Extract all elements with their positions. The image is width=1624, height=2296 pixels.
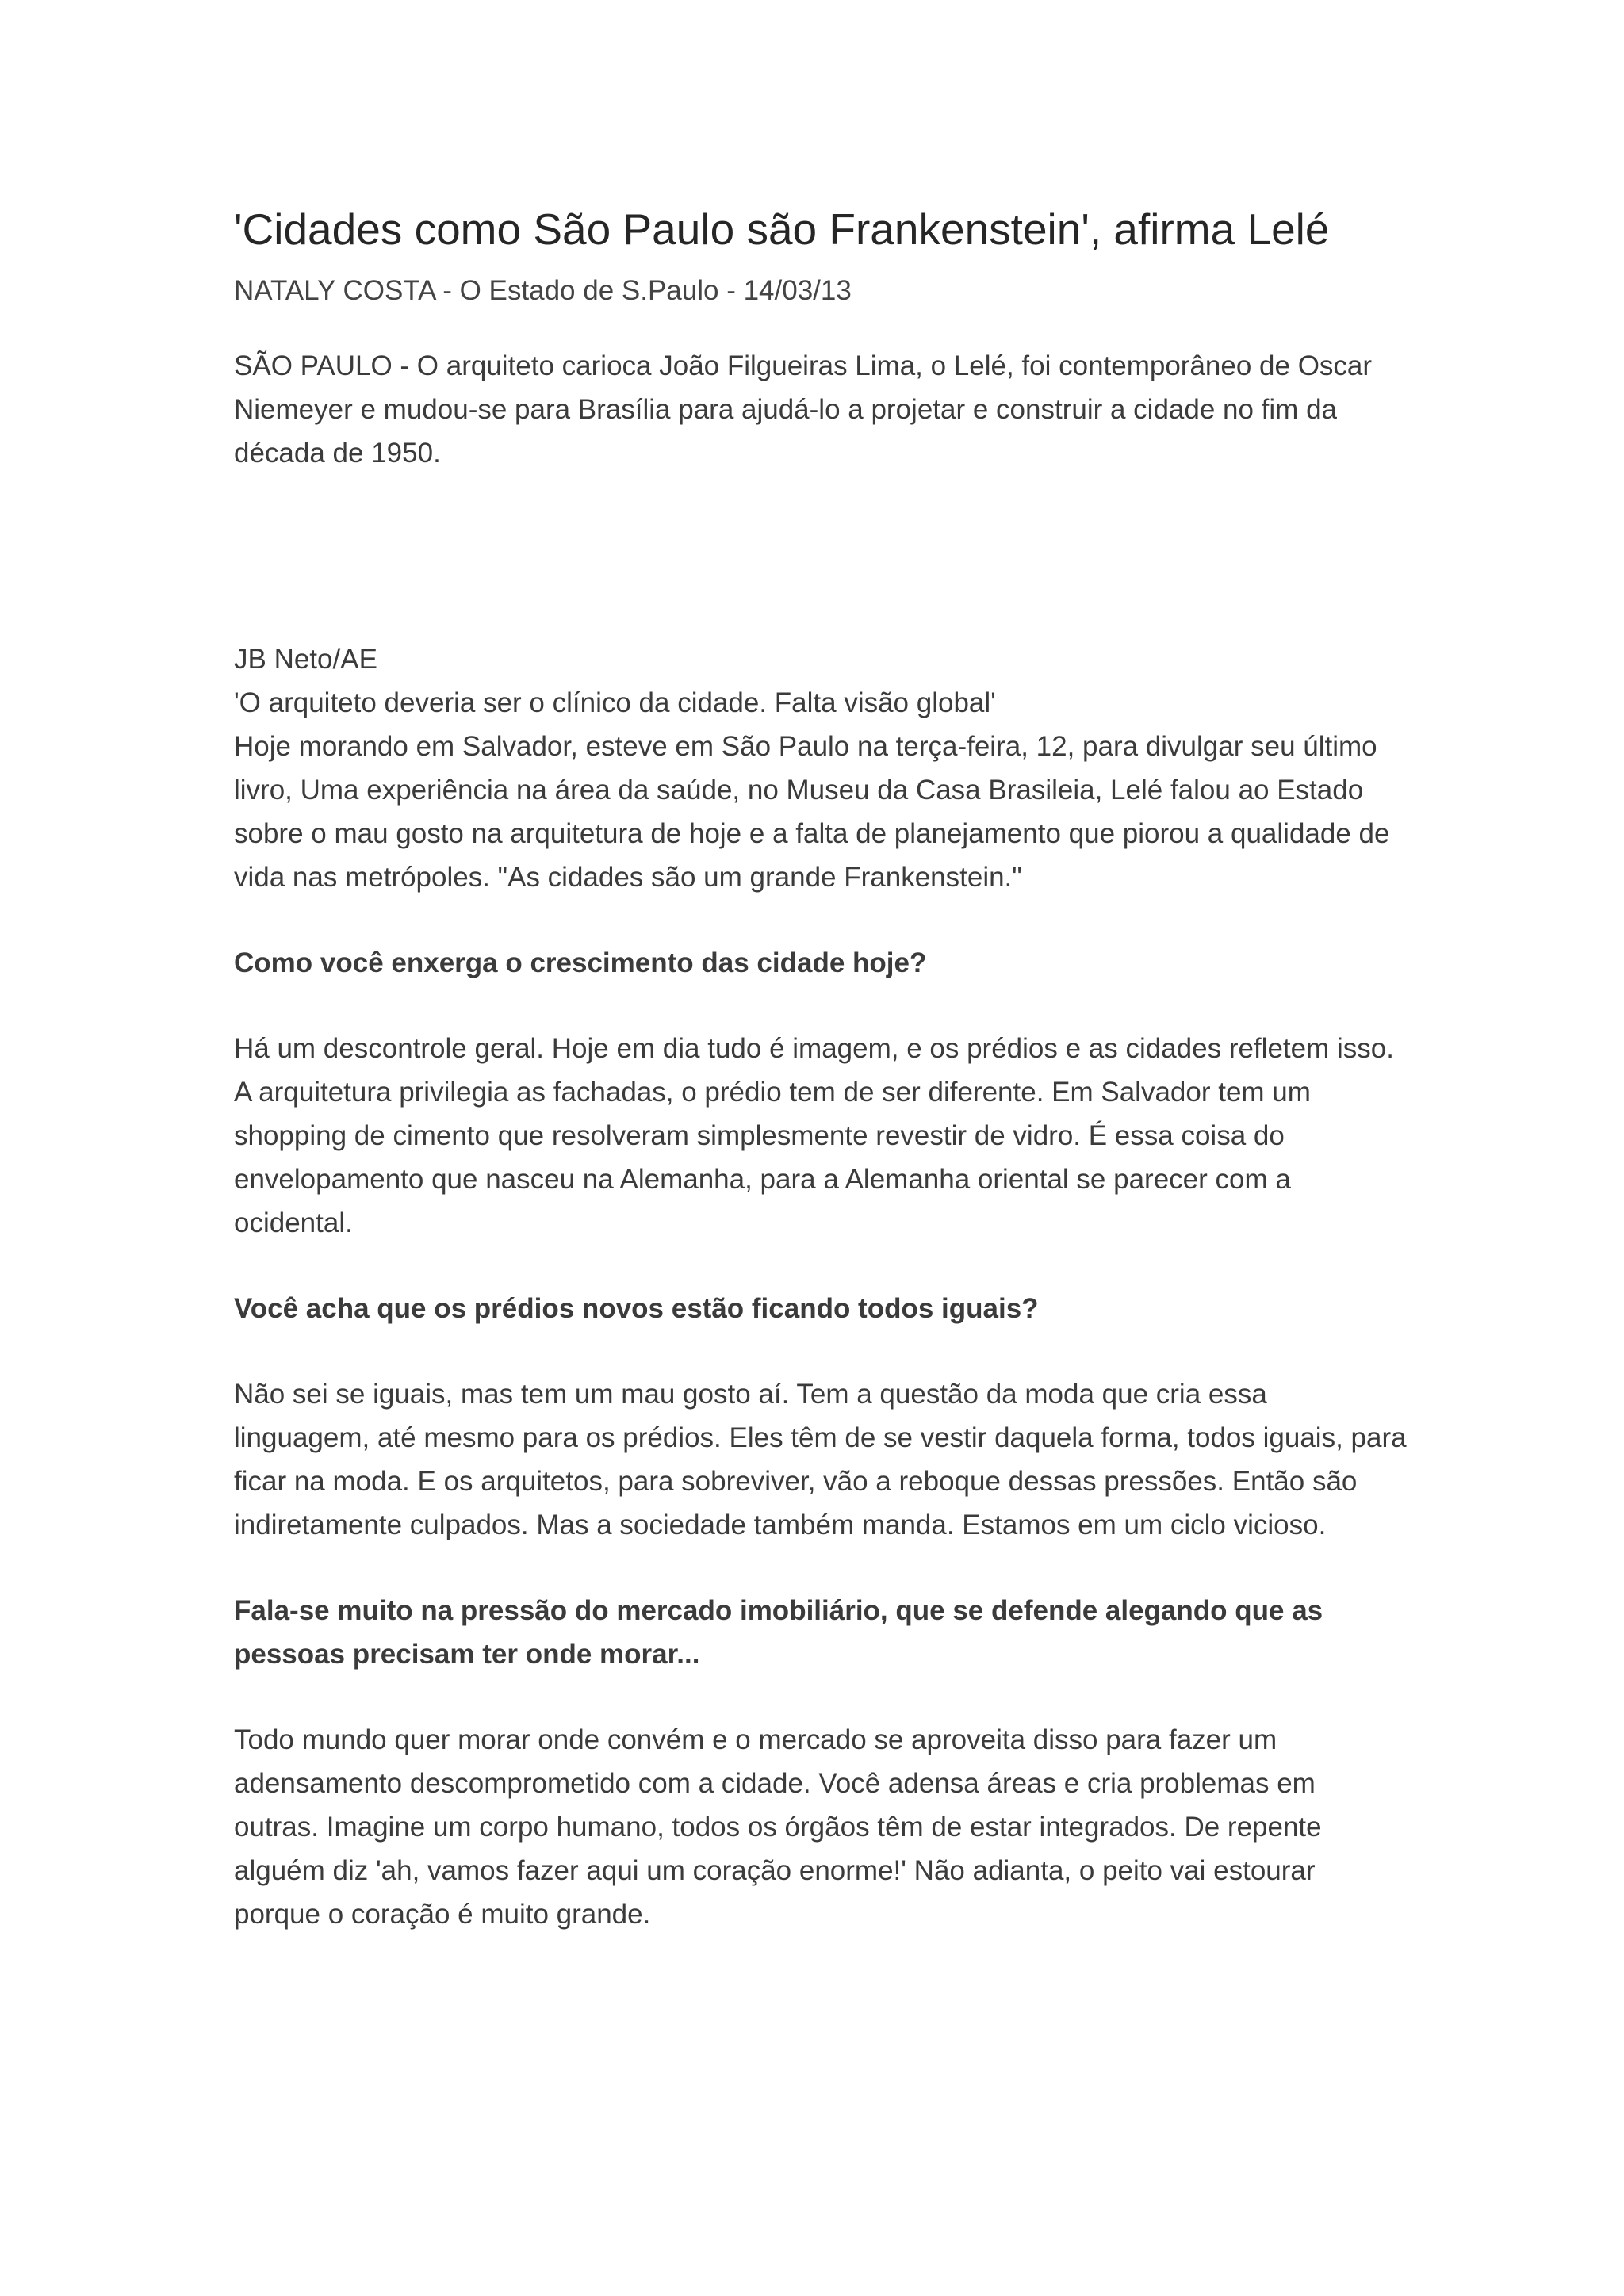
photo-credit: JB Neto/AE — [234, 644, 377, 675]
interview-question: Como você enxerga o crescimento das cidade hoje? — [234, 947, 927, 978]
interview-answer: Todo mundo quer morar onde convém e o mercado se aproveita disso para fazer um adensamento descomprometido com a cidade. Você adensa áreas e cria problemas em outras. Imagine um corpo humano, todos os órgãos têm de estar integrados. De repente alguém diz 'ah, vamos fazer aqui um coração enorme!' Não adianta, o peito vai estourar porque o coração é muito grande. — [234, 1724, 1322, 1930]
article — [234, 198, 1408, 1936]
article-byline: NATALY COSTA - O Estado de S.Paulo - 14/03/13 — [234, 275, 852, 306]
article-title: 'Cidades como São Paulo são Frankenstein', afirma Lelé — [234, 205, 1330, 254]
interview-answer: Não sei se iguais, mas tem um mau gosto aí. Tem a questão da moda que cria essa linguagem, até mesmo para os prédios. Eles têm de se vestir daquela forma, todos iguais, para ficar na moda. E os arquitetos, para sobreviver, vão a reboque dessas pressões. Então são indiretamente culpados. Mas a sociedade também manda. Estamos em um ciclo vicioso. — [234, 1379, 1407, 1540]
article-lede: SÃO PAULO - O arquiteto carioca João Filgueiras Lima, o Lelé, foi contemporâneo de Oscar Niemeyer e mudou-se para Brasília para ajudá-lo a projetar e construir a cidade no fim da década de 1950. — [234, 350, 1373, 469]
article-intro: Hoje morando em Salvador, esteve em São Paulo na terça-feira, 12, para divulgar seu último livro, Uma experiência na área da saúde, no Museu da Casa Brasileia, Lelé falou ao Estado sobre o mau gosto na arquitetura de hoje e a falta de planejamento que piorou a qualidade de vida nas metrópoles. "As cidades são um grande Frankenstein." — [234, 731, 1390, 893]
interview-question: Você acha que os prédios novos estão ficando todos iguais? — [234, 1293, 1039, 1324]
interview-answer: Há um descontrole geral. Hoje em dia tudo é imagem, e os prédios e as cidades refletem isso. A arquitetura privilegia as fachadas, o prédio tem de ser diferente. Em Salvador tem um shopping de cimento que resolveram simplesmente revestir de vidro. É essa coisa do envelopamento que nasceu na Alemanha, para a Alemanha oriental se parecer com a ocidental. — [234, 1033, 1394, 1238]
photo-caption-block — [234, 637, 1408, 899]
photo-caption: 'O arquiteto deveria ser o clínico da cidade. Falta visão global' — [234, 687, 996, 718]
interview-question: Fala-se muito na pressão do mercado imobiliário, que se defende alegando que as pessoas precisam ter onde morar... — [234, 1595, 1323, 1670]
